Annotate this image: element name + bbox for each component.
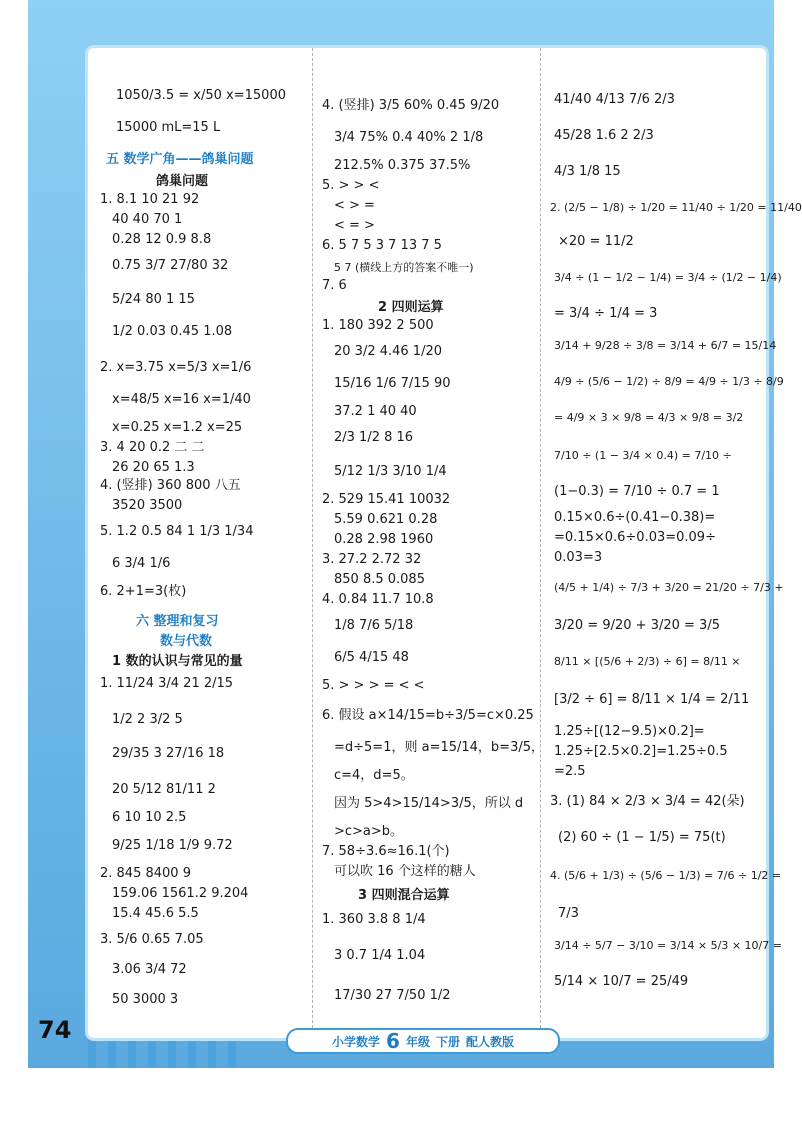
answer-line: 15000 mL=15 L bbox=[116, 120, 221, 135]
answer-line: 15.4 45.6 5.5 bbox=[112, 906, 199, 921]
answer-line: 41/40 4/13 7/6 2/3 bbox=[554, 92, 675, 107]
answer-line: 因为 5>4>15/14>3/5，所以 d bbox=[334, 796, 524, 811]
answer-line: 6. 5 7 5 3 7 13 7 5 bbox=[322, 238, 442, 253]
answer-line: 3. 4 20 0.2 二 二 bbox=[100, 440, 205, 455]
answer-line: 9/25 1/18 1/9 9.72 bbox=[112, 838, 233, 853]
footer-edition: 配人教版 bbox=[465, 1034, 514, 1049]
answer-line: 可以吹 16 个这样的糖人 bbox=[334, 864, 476, 879]
answer-line: 7/3 bbox=[558, 906, 579, 921]
answer-line: 4/9 ÷ (5/6 − 1/2) ÷ 8/9 = 4/9 ÷ 1/3 ÷ 8/9 bbox=[554, 375, 784, 388]
answer-line: 1/8 7/6 5/18 bbox=[334, 618, 414, 633]
answer-page bbox=[88, 48, 802, 1038]
answer-line: x=0.25 x=1.2 x=25 bbox=[112, 420, 243, 435]
answer-line: >c>a>b。 bbox=[334, 824, 404, 839]
answer-line: 3/4 ÷ (1 − 1/2 − 1/4) = 3/4 ÷ (1/2 − 1/4) bbox=[554, 271, 782, 284]
answer-line: 6 3/4 1/6 bbox=[112, 556, 171, 571]
blank-margin bbox=[0, 1068, 800, 1132]
answer-line: c=4，d=5。 bbox=[334, 768, 414, 783]
answer-line: 20 3/2 4.46 1/20 bbox=[334, 344, 442, 359]
subsection-heading: 2 四则运算 bbox=[378, 300, 444, 315]
answer-line: 3 0.7 1/4 1.04 bbox=[334, 948, 426, 963]
answer-line: 3. 27.2 2.72 32 bbox=[322, 552, 422, 567]
subsection-heading: 3 四则混合运算 bbox=[358, 888, 450, 903]
footer-banner bbox=[286, 1028, 560, 1054]
answer-line: 6/5 4/15 48 bbox=[334, 650, 409, 665]
answer-line: 20 5/12 81/11 2 bbox=[112, 782, 216, 797]
answer-line: 37.2 1 40 40 bbox=[334, 404, 417, 419]
footer-grade: 年级 bbox=[405, 1034, 430, 1049]
answer-line: < = > bbox=[334, 218, 375, 233]
answer-line: 5. > > < bbox=[322, 178, 380, 193]
answer-line: = 3/4 ÷ 1/4 = 3 bbox=[554, 306, 658, 321]
answer-line: 0.75 3/7 27/80 32 bbox=[112, 258, 229, 273]
answer-line: =2.5 bbox=[554, 764, 586, 779]
footer-subject: 小学数学 bbox=[332, 1034, 381, 1049]
answer-line: (4/5 + 1/4) ÷ 7/3 + 3/20 = 21/20 ÷ 7/3 + bbox=[554, 581, 784, 594]
answer-line: 159.06 1561.2 9.204 bbox=[112, 886, 249, 901]
section-heading: 六 整理和复习 bbox=[136, 614, 219, 629]
answer-line: 1/2 2 3/2 5 bbox=[112, 712, 183, 727]
answer-line: 26 20 65 1.3 bbox=[112, 460, 195, 475]
page-frame bbox=[28, 0, 802, 1068]
answer-line: 1.25÷[(12−9.5)×0.2]= bbox=[554, 724, 705, 739]
answer-line: < > = bbox=[334, 198, 375, 213]
answer-line: 50 3000 3 bbox=[112, 992, 179, 1007]
subsection-heading: 1 数的认识与常见的量 bbox=[112, 654, 243, 669]
answer-line: 7. 6 bbox=[322, 278, 347, 293]
answer-line: 3/20 = 9/20 + 3/20 = 3/5 bbox=[554, 618, 720, 633]
answer-line: 2/3 1/2 8 16 bbox=[334, 430, 414, 445]
answer-line: 5.59 0.621 0.28 bbox=[334, 512, 438, 527]
answer-line: 2. x=3.75 x=5/3 x=1/6 bbox=[100, 360, 252, 375]
answer-line: =d÷5=1，则 a=15/14，b=3/5， bbox=[334, 740, 544, 755]
answer-line: 40 40 70 1 bbox=[112, 212, 183, 227]
answer-line: 2. 845 8400 9 bbox=[100, 866, 191, 881]
answer-line: 45/28 1.6 2 2/3 bbox=[554, 128, 654, 143]
footer-grade-number: 6 bbox=[386, 1029, 400, 1053]
answer-line: = 4/9 × 3 × 9/8 = 4/3 × 9/8 = 3/2 bbox=[554, 411, 744, 424]
answer-line: 3/4 75% 0.4 40% 2 1/8 bbox=[334, 130, 484, 145]
answer-line: 4. (竖排) 3/5 60% 0.45 9/20 bbox=[322, 98, 500, 113]
answer-line: 0.03=3 bbox=[554, 550, 603, 565]
footer-term: 下册 bbox=[435, 1034, 460, 1049]
answer-line: 1. 180 392 2 500 bbox=[322, 318, 434, 333]
page-number: 74 bbox=[38, 1016, 72, 1044]
answer-line: x=48/5 x=16 x=1/40 bbox=[112, 392, 251, 407]
answer-line: 4/3 1/8 15 bbox=[554, 164, 621, 179]
answer-line: 2. (2/5 − 1/8) ÷ 1/20 = 11/40 ÷ 1/20 = 11/40 bbox=[550, 201, 802, 214]
answer-line: 29/35 3 27/16 18 bbox=[112, 746, 225, 761]
answer-line: 3/14 ÷ 5/7 − 3/10 = 3/14 × 5/3 × 10/7 = bbox=[554, 939, 782, 952]
answer-line: 1. 360 3.8 8 1/4 bbox=[322, 912, 426, 927]
answer-line: 0.28 2.98 1960 bbox=[334, 532, 434, 547]
answer-line: 5. > > > = < < bbox=[322, 678, 425, 693]
answer-line: [3/2 ÷ 6] = 8/11 × 1/4 = 2/11 bbox=[554, 692, 750, 707]
answer-line: 850 8.5 0.085 bbox=[334, 572, 425, 587]
answer-line: 3. 5/6 0.65 7.05 bbox=[100, 932, 204, 947]
answer-line: 3.06 3/4 72 bbox=[112, 962, 187, 977]
answer-line: 212.5% 0.375 37.5% bbox=[334, 158, 471, 173]
answer-line: 6. 假设 a×14/15=b÷3/5=c×0.25 bbox=[322, 708, 534, 723]
answer-line: 4. (5/6 + 1/3) ÷ (5/6 − 1/3) = 7/6 ÷ 1/2 = bbox=[550, 869, 782, 882]
answer-line: 5/24 80 1 15 bbox=[112, 292, 195, 307]
answer-line: 6. 2+1=3(枚) bbox=[100, 584, 187, 599]
answer-line: 1050/3.5 = x/50 x=15000 bbox=[116, 88, 286, 103]
answer-line: ×20 = 11/2 bbox=[558, 234, 634, 249]
answer-line: 15/16 1/6 7/15 90 bbox=[334, 376, 451, 391]
section-heading: 五 数学广角——鸽巢问题 bbox=[106, 152, 254, 167]
answer-line: 3. (1) 84 × 2/3 × 3/4 = 42(朵) bbox=[550, 794, 745, 809]
answer-line: 1/2 0.03 0.45 1.08 bbox=[112, 324, 233, 339]
subsection-heading: 鸽巢问题 bbox=[156, 174, 209, 189]
answer-line: 1.25÷[2.5×0.2]=1.25÷0.5 bbox=[554, 744, 728, 759]
answer-line: (1−0.3) = 7/10 ÷ 0.7 = 1 bbox=[554, 484, 720, 499]
answer-line: 8/11 × [(5/6 + 2/3) ÷ 6] = 8/11 × bbox=[554, 655, 741, 668]
answer-line: 1. 11/24 3/4 21 2/15 bbox=[100, 676, 234, 691]
answer-line: 2. 529 15.41 10032 bbox=[322, 492, 451, 507]
answer-line: 5/12 1/3 3/10 1/4 bbox=[334, 464, 447, 479]
answer-line: 5. 1.2 0.5 84 1 1/3 1/34 bbox=[100, 524, 254, 539]
subsection-heading: 数与代数 bbox=[160, 634, 213, 649]
answer-line: 7/10 ÷ (1 − 3/4 × 0.4) = 7/10 ÷ bbox=[554, 449, 732, 462]
answer-line: 3/14 + 9/28 ÷ 3/8 = 3/14 + 6/7 = 15/14 bbox=[554, 339, 777, 352]
answer-line: 0.15×0.6÷(0.41−0.38)= bbox=[554, 510, 716, 525]
answer-line: 5 7 (横线上方的答案不唯一) bbox=[334, 261, 474, 274]
answer-line: =0.15×0.6÷0.03=0.09÷ bbox=[554, 530, 716, 545]
answer-line: 17/30 27 7/50 1/2 bbox=[334, 988, 451, 1003]
answer-line: 3520 3500 bbox=[112, 498, 183, 513]
answer-line: 6 10 10 2.5 bbox=[112, 810, 187, 825]
answer-line: 5/14 × 10/7 = 25/49 bbox=[554, 974, 689, 989]
answer-line: 7. 58÷3.6≈16.1(个) bbox=[322, 844, 450, 859]
answer-line: 0.28 12 0.9 8.8 bbox=[112, 232, 212, 247]
answer-line: 4. 0.84 11.7 10.8 bbox=[322, 592, 434, 607]
answer-line: (2) 60 ÷ (1 − 1/5) = 75(t) bbox=[558, 830, 726, 845]
answer-line: 4. (竖排) 360 800 八五 bbox=[100, 478, 241, 493]
answer-line: 1. 8.1 10 21 92 bbox=[100, 192, 200, 207]
